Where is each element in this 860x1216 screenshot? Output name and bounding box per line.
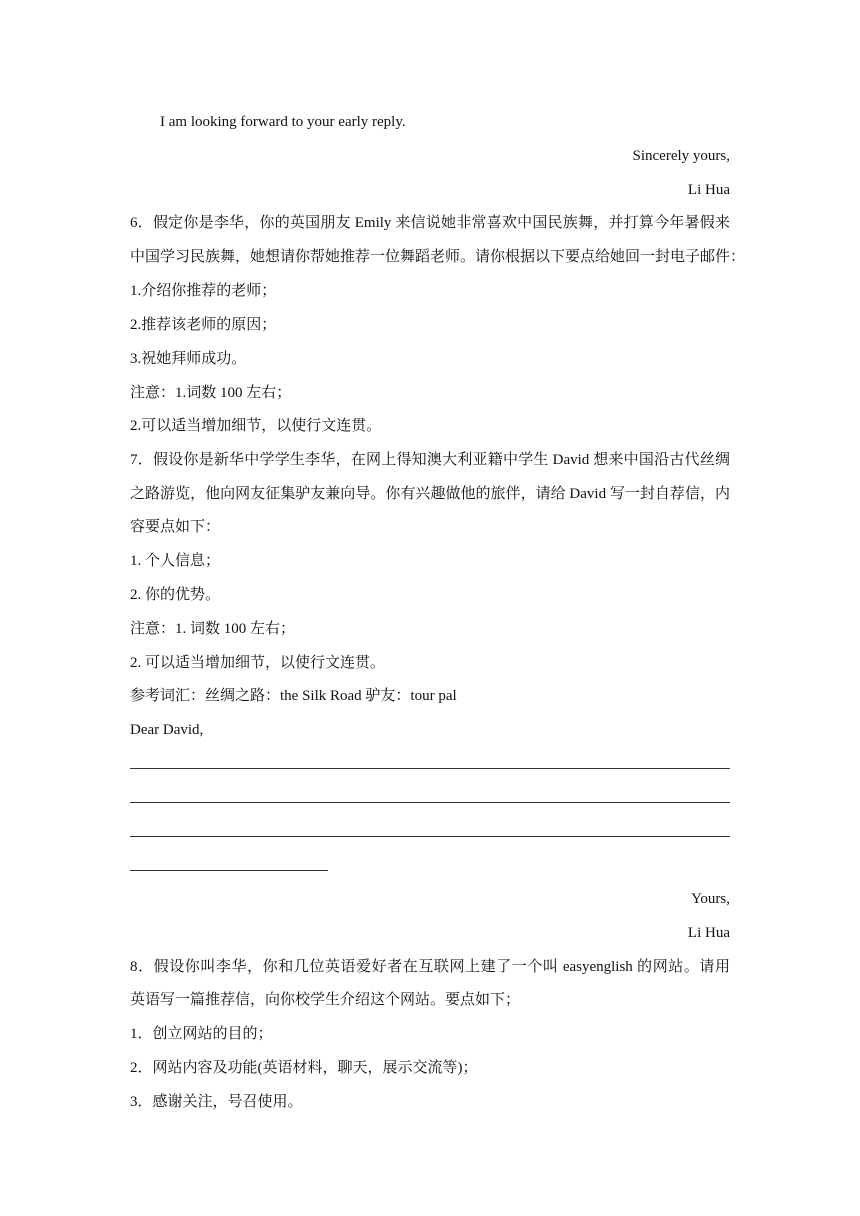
q7-prompt-line-1: 7．假设你是新华中学学生李华，在网上得知澳大利亚籍中学生 David 想来中国沿古代丝绸 xyxy=(130,452,730,468)
q7-point-2: 2. 你的优势。 xyxy=(130,587,221,603)
q7-prompt-line-2: 之路游览，他向网友征集驴友兼向导。你有兴趣做他的旅伴，请给 David 写一封自荐信，内 xyxy=(130,486,730,502)
q8-point-3: 3．感谢关注，号召使用。 xyxy=(130,1094,303,1110)
q7-signature: Li Hua xyxy=(687,925,730,941)
q6-prompt-line-2: 中国学习民族舞，她想请你帮她推荐一位舞蹈老师。请你根据以下要点给她回一封电子邮件： xyxy=(130,249,746,265)
q7-note-1: 注意：1. 词数 100 左右； xyxy=(130,621,296,637)
q7-vocab: 参考词汇：丝绸之路：the Silk Road 驴友：tour pal xyxy=(130,688,457,704)
q8-point-2: 2．网站内容及功能(英语材料，聊天，展示交流等)； xyxy=(130,1060,478,1076)
q6-prompt-line-1: 6．假定你是李华，你的英国朋友 Emily 来信说她非常喜欢中国民族舞，并打算今年暑假来 xyxy=(130,215,730,231)
q7-closing: Yours, xyxy=(691,891,730,907)
answer-blank-line xyxy=(130,836,730,837)
q6-note-1: 注意：1.词数 100 左右； xyxy=(130,385,292,401)
q6-point-3: 3.祝她拜师成功。 xyxy=(130,351,247,367)
q7-prompt-line-3: 容要点如下： xyxy=(130,519,221,535)
q8-point-1: 1．创立网站的目的； xyxy=(130,1026,273,1042)
answer-blank-line xyxy=(130,802,730,803)
answer-blank-line xyxy=(130,768,730,769)
q6-point-2: 2.推荐该老师的原因； xyxy=(130,317,277,333)
q7-salutation: Dear David, xyxy=(130,722,204,738)
letter-body-line: I am looking forward to your early reply. xyxy=(160,114,406,130)
letter-signature: Li Hua xyxy=(687,182,730,198)
q6-note-2: 2.可以适当增加细节，以使行文连贯。 xyxy=(130,418,382,434)
answer-blank-line xyxy=(130,870,328,871)
q6-point-1: 1.介绍你推荐的老师； xyxy=(130,283,277,299)
letter-closing: Sincerely yours, xyxy=(632,148,730,164)
q7-point-1: 1. 个人信息； xyxy=(130,553,221,569)
q8-prompt-line-1: 8．假设你叫李华，你和几位英语爱好者在互联网上建了一个叫 easyenglish 的网站。请用 xyxy=(130,959,730,975)
q8-prompt-line-2: 英语写一篇推荐信，向你校学生介绍这个网站。要点如下； xyxy=(130,992,521,1008)
q7-note-2: 2. 可以适当增加细节，以使行文连贯。 xyxy=(130,655,386,671)
